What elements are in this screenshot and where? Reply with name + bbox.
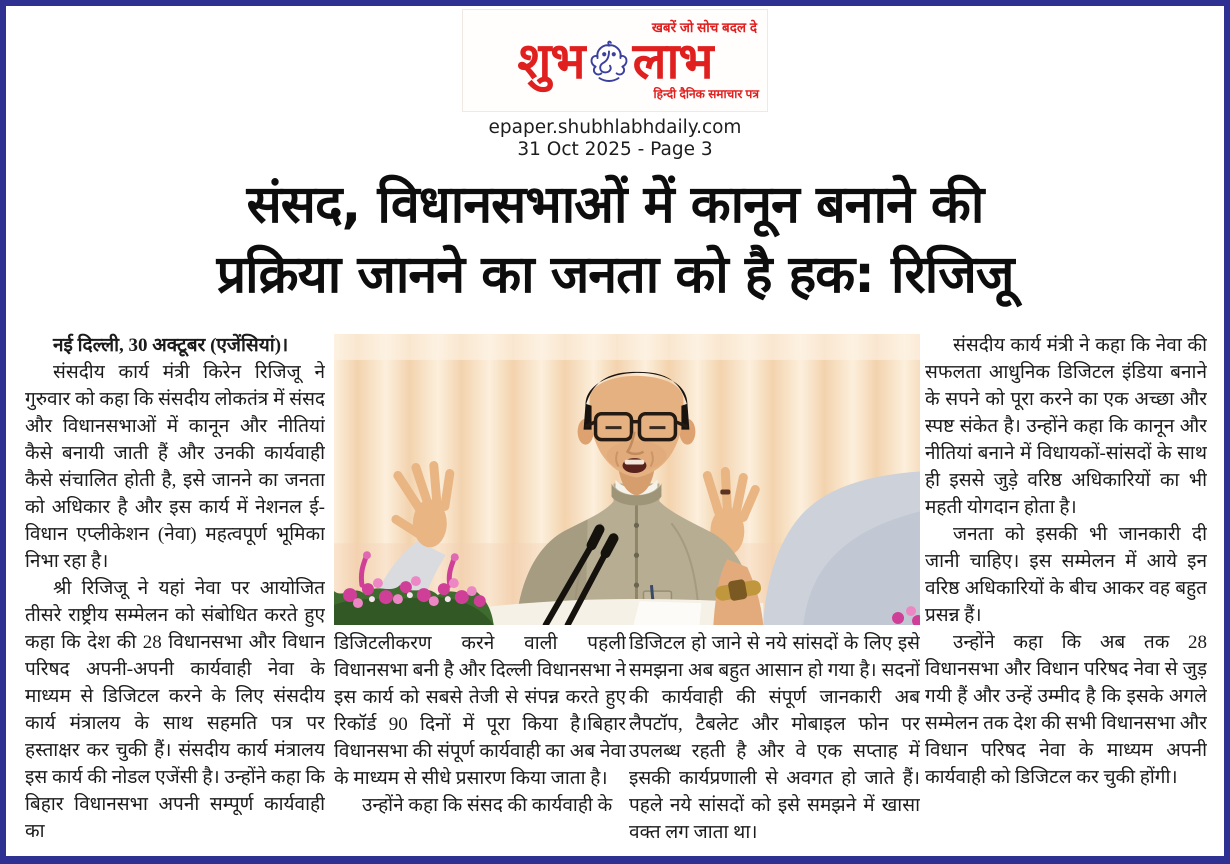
article-column-4 bbox=[925, 332, 1207, 853]
article-column-2 bbox=[334, 630, 626, 856]
masthead-tagline-top: खबरें जो सोच बदल दे bbox=[651, 20, 757, 35]
logo-word-labh: लाभ bbox=[632, 32, 713, 90]
newspaper-logo bbox=[462, 9, 768, 112]
body-paragraph: संसदीय कार्य मंत्री किरेन रिजिजू ने गुरुवार को कहा कि संसदीय लोकतंत्र में संसद और विधानसभाओं में कानून और नीतियां कैसे बनायी जाती हैं और उनकी कार्यवाही कैसे संचालित होती है, इसे जानने का जनता को अधिकार है और इस कार्य में नेशनल ई-विधान एप्लीकेशन (नेवा) महत्वपूर्ण भूमिका निभा रहा है। bbox=[25, 362, 325, 572]
body-paragraph: श्री रिजिजू ने यहां नेवा पर आयोजित तीसरे राष्ट्रीय सम्मेलन को संबोधित करते हुए कहा कि देश की 28 विधानसभा और विधान परिषद अपनी-अपनी कार्यवाही नेवा के माध्यम से डिजिटल करने के लिए संसदीय कार्य मंत्रालय के साथ सहमति पत्र पर हस्ताक्षर कर चुकी हैं। संसदीय कार्य मंत्रालय इस कार्य की नोडल एजेंसी है। उन्होंने कहा कि बिहार विधानसभा अपनी सम्पूर्ण कार्यवाही का bbox=[25, 578, 325, 842]
headline-line-2: प्रक्रिया जानने का जनता को है हक: रिजिजू bbox=[216, 245, 1014, 305]
logo-word-shubh: शुभ bbox=[517, 32, 585, 90]
article-column-1 bbox=[25, 332, 325, 853]
body-paragraph: डिजिटलीकरण करने वाली पहली विधानसभा बनी है और दिल्ली विधानसभा ने इस कार्य को सबसे तेजी से संपन्न करते हुए रिकॉर्ड 90 दिनों में पूरा किया है।बिहार विधानसभा की संपूर्ण कार्यवाही का अब नेवा के माध्यम से सीधे प्रसारण किया जाता है। bbox=[334, 633, 626, 789]
body-paragraph: संसदीय कार्य मंत्री ने कहा कि नेवा की सफलता आधुनिक डिजिटल इंडिया बनाने के सपने को पूरा करने का एक अच्छा और स्पष्ट संकेत है। उन्होंने कहा कि कानून और नीतियां बनाने में विधायकों-सांसदों के साथ ही इससे जुड़े वरिष्ठ अधिकारियों का भी महती योगदान होता है। bbox=[925, 335, 1207, 518]
body-paragraph: जनता को इसकी भी जानकारी दी जानी चाहिए। इस सम्मेलन में आये इन वरिष्ठ अधिकारियों के बीच आकर वह बहुत प्रसन्न हैं। bbox=[925, 524, 1207, 626]
body-paragraph: डिजिटल हो जाने से नये सांसदों के लिए इसे समझना अब बहुत आसान हो गया है। सदनों की कार्यवाही की संपूर्ण जानकारी अब लैपटॉप, टैबलेट और मोबाइल फोन पर उपलब्ध रहती है और वे एक सप्ताह में इसकी कार्यप्रणाली से अवगत हो जाते हैं। पहले नये सांसदों को इसे समझने में खासा वक्त लग जाता था। bbox=[629, 633, 920, 843]
article-column-3 bbox=[629, 630, 920, 856]
headline-line-1: संसद, विधानसभाओं में कानून बनाने की bbox=[246, 175, 984, 235]
ganesh-icon bbox=[588, 39, 630, 83]
masthead-title-row bbox=[517, 33, 712, 89]
epaper-url: epaper.shubhlabhdaily.com bbox=[488, 117, 742, 138]
article-photo bbox=[334, 334, 920, 625]
body-paragraph: उन्होंने कहा कि अब तक 28 विधानसभा और विधान परिषद नेवा से जुड़ गयी हैं और उन्हें उम्मीद है कि इसके अगले सम्मेलन तक देश की सभी विधानसभा और विधान परिषद नेवा के माध्यम अपनी कार्यवाही को डिजिटल कर चुकी होंगी। bbox=[925, 632, 1207, 788]
article-headline bbox=[0, 170, 1230, 310]
body-paragraph: उन्होंने कहा कि संसद की कार्यवाही के bbox=[362, 795, 613, 816]
ring bbox=[720, 489, 730, 494]
dateline: नई दिल्ली, 30 अक्टूबर (एजेंसियां)। bbox=[53, 335, 289, 356]
date-page-line: 31 Oct 2025 - Page 3 bbox=[517, 139, 713, 160]
masthead-tagline-bottom: हिन्दी दैनिक समाचार पत्र bbox=[653, 87, 759, 101]
